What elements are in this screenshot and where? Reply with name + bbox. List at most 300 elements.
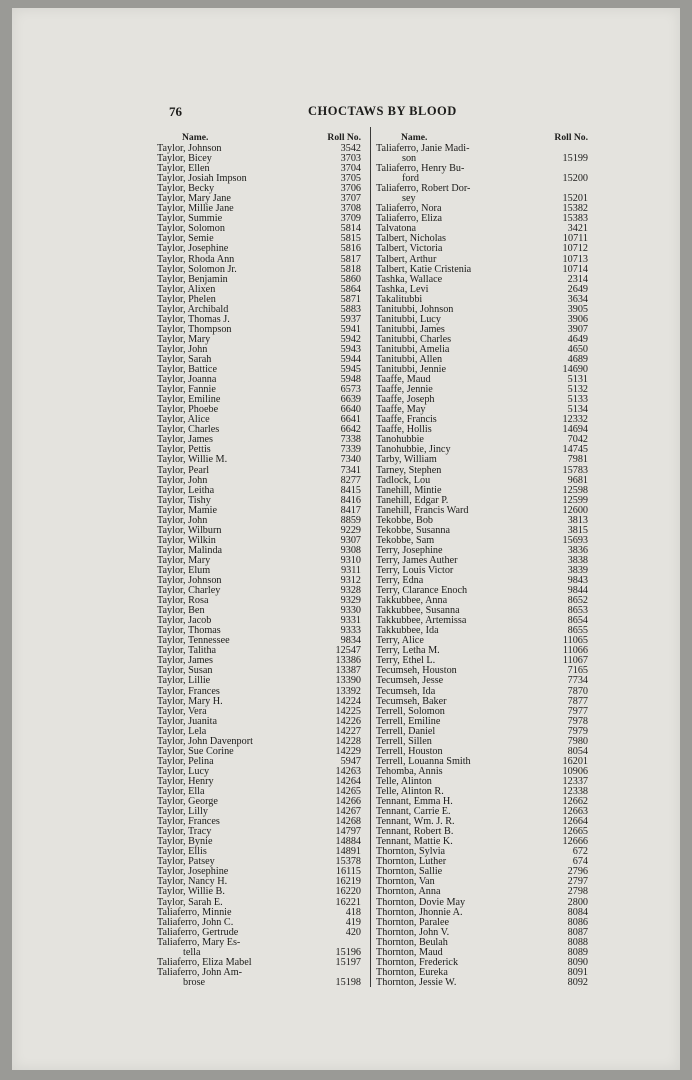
- entry-name: Tecumseh, Houston: [376, 665, 457, 677]
- entry-roll-number: 12600: [562, 504, 588, 516]
- entry-roll-number: 8416: [340, 494, 361, 506]
- entry-roll-number: 2649: [567, 283, 588, 295]
- roster-entry: [376, 887, 588, 897]
- entry-name: Thornton, Beulah: [376, 936, 448, 948]
- entry-roll-number: 11065: [562, 635, 588, 647]
- entry-roll-number: 11067: [562, 655, 588, 667]
- entry-roll-number: 5883: [340, 303, 361, 315]
- entry-roll-number: 8417: [340, 504, 361, 516]
- entry-name: Thornton, Jhonnie A.: [376, 906, 463, 918]
- entry-name: Thornton, Sylvia: [376, 846, 446, 858]
- entry-name: Tanitubbi, Lucy: [376, 313, 441, 325]
- entry-roll-number: 3707: [340, 193, 361, 205]
- entry-name: Taylor, Susan: [157, 665, 213, 677]
- entry-roll-number: 9307: [340, 534, 361, 546]
- entry-name: Taylor, Solomon: [157, 223, 225, 235]
- entry-name: Taylor, Mary Jane: [157, 193, 231, 205]
- entry-name: Taylor, Bynie: [157, 836, 213, 848]
- entry-name: Talbert, Victoria: [376, 243, 443, 255]
- entry-name: Thornton, John V.: [376, 926, 450, 938]
- entry-name: Telle, Alinton: [376, 775, 432, 787]
- entry-roll-number: 2797: [567, 876, 588, 888]
- entry-roll-number: 15201: [562, 193, 588, 205]
- entry-name: Taylor, Alixen: [157, 283, 216, 295]
- entry-name: Taylor, Pettis: [157, 444, 211, 456]
- entry-name: Thornton, Jessie W.: [376, 976, 457, 988]
- entry-name: Taylor, Willie M.: [157, 454, 228, 466]
- entry-name: Taylor, Josiah Impson: [157, 173, 247, 185]
- entry-roll-number: 7340: [340, 454, 361, 466]
- entry-roll-number: 14226: [335, 715, 361, 727]
- entry-roll-number: 4689: [567, 353, 588, 365]
- entry-roll-number: 14229: [335, 745, 361, 757]
- entry-name: Thornton, Anna: [376, 886, 441, 898]
- entry-name: Thornton, Maud: [376, 946, 443, 958]
- entry-name: Tanitubbi, Jennie: [376, 364, 447, 376]
- entry-name: Taylor, Thomas J.: [157, 313, 230, 325]
- entry-name: Taylor, John: [157, 474, 208, 486]
- entry-name: Taylor, Tracy: [157, 826, 212, 838]
- entry-roll-number: 12664: [562, 816, 588, 828]
- entry-roll-number: 14266: [335, 796, 361, 808]
- entry-roll-number: 5871: [340, 293, 361, 305]
- entry-name: Taylor, Archibald: [157, 303, 229, 315]
- entry-name: Terry, Louis Victor: [376, 564, 454, 576]
- entry-roll-number: 9834: [340, 635, 361, 647]
- entry-name: Taliaferro, John C.: [157, 916, 234, 928]
- entry-roll-number: 8653: [567, 605, 588, 617]
- entry-roll-number: 420: [345, 926, 361, 938]
- entry-name: Terry, Letha M.: [376, 645, 440, 657]
- roster-entry: [376, 244, 588, 254]
- entry-roll-number: 3905: [567, 303, 588, 315]
- entry-name: Takkubbee, Ida: [376, 625, 439, 637]
- entry-name: Taylor, Wilburn: [157, 524, 222, 536]
- entry-roll-number: 5948: [340, 374, 361, 386]
- entry-roll-number: 5944: [340, 353, 361, 365]
- entry-roll-number: 13386: [335, 655, 361, 667]
- entry-roll-number: 6639: [340, 394, 361, 406]
- entry-name: Terry, James Auther: [376, 554, 458, 566]
- entry-roll-number: 15383: [562, 213, 588, 225]
- entry-name: Thornton, Frederick: [376, 956, 459, 968]
- entry-roll-number: 9333: [340, 625, 361, 637]
- name-header: Name.: [182, 132, 209, 143]
- entry-roll-number: 14228: [335, 735, 361, 747]
- entry-name: Taylor, Benjamin: [157, 273, 228, 285]
- entry-name: Taaffe, Joseph: [376, 394, 435, 406]
- entry-roll-number: 12547: [335, 645, 361, 657]
- entry-name: Telle, Alinton R.: [376, 786, 444, 797]
- roster-entry: [376, 978, 588, 988]
- entry-roll-number: 8091: [567, 966, 588, 978]
- entry-roll-number: 8090: [567, 956, 588, 968]
- entry-name: Tarney, Stephen: [376, 464, 442, 476]
- entry-name: Terry, Alice: [376, 635, 424, 647]
- entry-roll-number: 16201: [562, 755, 588, 767]
- entry-roll-number: 6640: [340, 404, 361, 416]
- entry-roll-number: 9311: [341, 564, 361, 576]
- entry-name: Taylor, Johnson: [157, 143, 222, 154]
- entry-roll-number: 2798: [567, 886, 588, 898]
- roster-entry: [376, 455, 588, 465]
- entry-name: Taylor, Alice: [157, 414, 210, 426]
- entry-name: Tadlock, Lou: [376, 474, 431, 486]
- entry-roll-number: 9310: [340, 554, 361, 566]
- entry-name: Talbert, Nicholas: [376, 233, 447, 245]
- entry-roll-number: 7877: [567, 695, 588, 707]
- entry-name: Taylor, Josephine: [157, 243, 229, 255]
- entry-name: Taylor, Rhoda Ann: [157, 253, 235, 265]
- entry-name: Thornton, Dovie May: [376, 896, 466, 908]
- entry-name: Taylor, Vera: [157, 705, 207, 717]
- entry-roll-number: 14694: [562, 424, 588, 436]
- entry-roll-number: 14227: [335, 725, 361, 737]
- entry-roll-number: 5945: [340, 364, 361, 376]
- entry-roll-number: 14690: [562, 364, 588, 376]
- entry-roll-number: 3704: [340, 163, 361, 175]
- entry-roll-number: 9844: [567, 585, 588, 597]
- entry-roll-number: 5947: [340, 755, 361, 767]
- entry-name: Taylor, Phelen: [157, 293, 216, 305]
- entry-roll-number: 3542: [340, 143, 361, 154]
- entry-roll-number: 2800: [567, 896, 588, 908]
- entry-roll-number: 419: [345, 916, 361, 928]
- entry-roll-number: 14268: [335, 816, 361, 828]
- entry-roll-number: 5817: [340, 253, 361, 265]
- entry-roll-number: 418: [345, 906, 361, 918]
- entry-name: Tarby, William: [376, 454, 437, 466]
- entry-name: Taylor, Sue Corine: [157, 745, 234, 757]
- entry-name: Taliaferro, Minnie: [157, 906, 232, 918]
- entry-name: Taylor, Charley: [157, 585, 221, 597]
- entry-roll-number: 5864: [340, 283, 361, 295]
- entry-roll-number: 12666: [562, 836, 588, 848]
- entry-roll-number: 9308: [340, 544, 361, 556]
- entry-name: Taylor, Thomas: [157, 625, 221, 637]
- entry-name: brose: [183, 976, 206, 988]
- entry-roll-number: 14745: [562, 444, 588, 456]
- entry-name: Terry, Ethel L.: [376, 655, 436, 667]
- entry-name: Taylor, Battice: [157, 364, 217, 376]
- entry-name: Tanehill, Mintie: [376, 484, 442, 496]
- entry-name: Taylor, Charles: [157, 424, 220, 436]
- left-column: [157, 130, 361, 988]
- entry-name: Tecumseh, Ida: [376, 685, 436, 697]
- entry-roll-number: 15693: [562, 534, 588, 546]
- entry-name: Taylor, John: [157, 514, 208, 526]
- entry-roll-number: 14224: [335, 695, 361, 707]
- column-header: [157, 130, 361, 144]
- entry-name: Tennant, Carrie E.: [376, 806, 451, 818]
- entry-roll-number: 16220: [335, 886, 361, 898]
- entry-roll-number: 15199: [562, 153, 588, 165]
- entry-roll-number: 15378: [335, 856, 361, 868]
- entry-roll-number: 9329: [340, 595, 361, 607]
- entry-name: Tekobbe, Bob: [376, 514, 434, 526]
- entry-name: Taliaferro, Gertrude: [157, 926, 239, 938]
- entry-name: Taylor, Solomon Jr.: [157, 263, 237, 275]
- entry-roll-number: 10714: [562, 263, 588, 275]
- entry-name: Tanohubbie, Jincy: [376, 444, 451, 456]
- entry-name: Taaffe, Maud: [376, 374, 431, 386]
- entry-roll-number: 14884: [335, 836, 361, 848]
- entry-name: Thornton, Paralee: [376, 916, 449, 928]
- entry-roll-number: 3836: [567, 544, 588, 556]
- entry-name: Tennant, Mattie K.: [376, 836, 453, 848]
- entry-roll-number: 3815: [567, 524, 588, 536]
- entry-name: Taylor, Becky: [157, 183, 215, 195]
- entry-name: Taylor, Wilkin: [157, 534, 216, 546]
- entry-name: Taylor, Sarah E.: [157, 896, 223, 908]
- entry-roll-number: 5943: [340, 343, 361, 355]
- entry-roll-number: 5815: [340, 233, 361, 245]
- entry-roll-number: 7338: [340, 434, 361, 446]
- roll-header: Roll No.: [554, 132, 588, 143]
- entry-roll-number: 13387: [335, 665, 361, 677]
- entry-roll-number: 5818: [340, 263, 361, 275]
- entry-roll-number: 9681: [567, 474, 588, 486]
- entry-roll-number: 3705: [340, 173, 361, 185]
- entry-name: Thornton, Eureka: [376, 966, 448, 978]
- entry-roll-number: 8054: [567, 745, 588, 757]
- entry-roll-number: 5814: [340, 223, 361, 235]
- entry-roll-number: 7165: [567, 665, 588, 677]
- entry-roll-number: 9330: [340, 605, 361, 617]
- entry-name: Taylor, Josephine: [157, 866, 229, 878]
- entry-roll-number: 9312: [340, 575, 361, 587]
- entry-roll-number: 3907: [567, 323, 588, 335]
- entry-name: sey: [402, 193, 416, 205]
- entry-roll-number: 14225: [335, 705, 361, 717]
- entry-roll-number: 15196: [335, 946, 361, 958]
- entry-roll-number: 13392: [335, 685, 361, 697]
- entry-roll-number: 3703: [340, 153, 361, 165]
- entry-name: Terry, Clarance Enoch: [376, 585, 468, 597]
- roster-entry: [157, 978, 361, 988]
- entry-roll-number: 10712: [562, 243, 588, 255]
- entry-roll-number: 4649: [567, 333, 588, 345]
- entry-name: Tecumseh, Baker: [376, 695, 447, 707]
- entry-roll-number: 9328: [340, 585, 361, 597]
- entry-name: Taylor, Jacob: [157, 615, 212, 627]
- entry-name: Taylor, Summie: [157, 213, 223, 225]
- entry-roll-number: 11066: [562, 645, 588, 657]
- entry-roll-number: 10711: [562, 233, 588, 245]
- entry-roll-number: 3421: [567, 223, 588, 235]
- entry-name: Taylor, Leitha: [157, 484, 215, 496]
- entry-name: Talbert, Arthur: [376, 253, 437, 265]
- entry-name: tella: [183, 946, 201, 958]
- entry-roll-number: 16221: [335, 896, 361, 908]
- entry-roll-number: 5816: [340, 243, 361, 255]
- running-title: CHOCTAWS BY BLOOD: [308, 104, 457, 118]
- entry-name: Taylor, Tennessee: [157, 635, 230, 647]
- entry-name: Terry, Josephine: [376, 544, 443, 556]
- entry-roll-number: 14267: [335, 806, 361, 818]
- entry-name: Taaffe, Francis: [376, 414, 437, 426]
- entry-name: Taylor, Thompson: [157, 323, 232, 335]
- entry-name: Talbert, Katie Cristenia: [376, 263, 472, 275]
- entry-name: Tanehill, Francis Ward: [376, 504, 469, 516]
- entry-name: Taliaferro, Mary Es-: [157, 936, 241, 948]
- entry-name: Taylor, Nancy H.: [157, 876, 228, 888]
- entry-name: Tecumseh, Jesse: [376, 675, 444, 687]
- entry-roll-number: 12332: [562, 414, 588, 426]
- entry-name: Terrell, Houston: [376, 745, 443, 757]
- entry-roll-number: 5937: [340, 313, 361, 325]
- entry-name: Takalitubbi: [376, 293, 423, 305]
- entry-name: Taylor, Ben: [157, 605, 205, 617]
- entry-name: Taylor, Lilly: [157, 806, 208, 818]
- entry-name: Taylor, Mary H.: [157, 695, 223, 707]
- entry-roll-number: 7980: [567, 735, 588, 747]
- entry-name: Tanitubbi, Charles: [376, 333, 452, 345]
- entry-roll-number: 16115: [335, 866, 361, 878]
- column-header: [376, 130, 588, 144]
- entry-roll-number: 7978: [567, 715, 588, 727]
- entry-name: Taylor, Millie Jane: [157, 203, 234, 215]
- entry-roll-number: 2796: [567, 866, 588, 878]
- entry-roll-number: 7734: [567, 675, 588, 687]
- entry-roll-number: 8086: [567, 916, 588, 928]
- entry-roll-number: 9331: [340, 615, 361, 627]
- entry-name: Tanitubbi, Amelia: [376, 343, 450, 355]
- entry-roll-number: 8087: [567, 926, 588, 938]
- entry-roll-number: 6641: [340, 414, 361, 426]
- entry-roll-number: 16219: [335, 876, 361, 888]
- entry-roll-number: 8092: [567, 976, 588, 988]
- entry-name: Taaffe, Hollis: [376, 424, 432, 436]
- entry-roll-number: 7042: [567, 434, 588, 446]
- entry-roll-number: 12663: [562, 806, 588, 818]
- entry-name: Tennant, Wm. J. R.: [376, 816, 455, 828]
- entry-name: Taylor, Sarah: [157, 353, 212, 365]
- entry-roll-number: 7977: [567, 705, 588, 717]
- roster-entry: [157, 455, 361, 465]
- entry-roll-number: 3708: [340, 203, 361, 215]
- entry-roll-number: 8088: [567, 936, 588, 948]
- entry-name: Taliaferro, Nora: [376, 203, 442, 215]
- entry-name: Taylor, Johnson: [157, 575, 222, 587]
- entry-roll-number: 5134: [567, 404, 588, 416]
- entry-name: Tashka, Levi: [376, 283, 429, 295]
- entry-name: Terrell, Louanna Smith: [376, 755, 471, 767]
- entry-roll-number: 14265: [335, 786, 361, 797]
- entry-roll-number: 15200: [562, 173, 588, 185]
- entry-roll-number: 5131: [567, 374, 588, 386]
- roster-entry: [157, 887, 361, 897]
- entry-roll-number: 8415: [340, 484, 361, 496]
- entry-roll-number: 3906: [567, 313, 588, 325]
- entry-roll-number: 2314: [567, 273, 588, 285]
- entry-name: Taylor, Rosa: [157, 595, 209, 607]
- entry-roll-number: 9229: [340, 524, 361, 536]
- entry-name: Terrell, Emiline: [376, 715, 441, 727]
- entry-name: Terry, Edna: [376, 575, 424, 587]
- entry-name: Thornton, Luther: [376, 856, 447, 868]
- entry-name: Taylor, Lillie: [157, 675, 211, 687]
- entry-name: Thornton, Sallie: [376, 866, 443, 878]
- entry-name: Taylor, James: [157, 655, 214, 667]
- entry-roll-number: 13390: [335, 675, 361, 687]
- entry-name: Taylor, Mamie: [157, 504, 217, 516]
- entry-roll-number: 7341: [340, 464, 361, 476]
- entry-roll-number: 7870: [567, 685, 588, 697]
- entry-name: Taaffe, Jennie: [376, 384, 433, 396]
- entry-roll-number: 6573: [340, 384, 361, 396]
- entry-name: Takkubbee, Anna: [376, 595, 448, 607]
- entry-name: Taylor, Ellis: [157, 846, 207, 858]
- entry-roll-number: 3839: [567, 564, 588, 576]
- entry-name: ford: [402, 173, 419, 185]
- entry-roll-number: 8654: [567, 615, 588, 627]
- entry-name: Tekobbe, Susanna: [376, 524, 450, 536]
- entry-name: Taylor, Lucy: [157, 765, 210, 777]
- entry-name: Tashka, Wallace: [376, 273, 443, 285]
- entry-roll-number: 8084: [567, 906, 588, 918]
- entry-name: Taylor, Lela: [157, 725, 207, 737]
- entry-name: Tanitubbi, Johnson: [376, 303, 454, 315]
- roster-entry: [157, 244, 361, 254]
- entry-name: Talvatona: [376, 223, 417, 235]
- entry-roll-number: 10906: [562, 765, 588, 777]
- entry-roll-number: 4650: [567, 343, 588, 355]
- name-header: Name.: [401, 132, 428, 143]
- entry-roll-number: 14891: [335, 846, 361, 858]
- entry-name: Taylor, Ellen: [157, 163, 210, 175]
- entry-name: Taliaferro, Janie Madi-: [376, 143, 470, 154]
- entry-name: Taylor, Mary: [157, 554, 211, 566]
- entry-roll-number: 14264: [335, 775, 361, 787]
- entry-name: Taylor, John Davenport: [157, 735, 253, 747]
- entry-roll-number: 8859: [340, 514, 361, 526]
- entry-name: Taliaferro, Eliza: [376, 213, 443, 225]
- entry-roll-number: 7339: [340, 444, 361, 456]
- entry-name: Tehomba, Annis: [376, 765, 443, 777]
- page-number: 76: [169, 104, 182, 119]
- entry-name: Taylor, George: [157, 796, 218, 808]
- entry-name: Taylor, Pearl: [157, 464, 210, 476]
- entry-roll-number: 3709: [340, 213, 361, 225]
- entry-name: Taylor, Frances: [157, 685, 220, 697]
- entry-roll-number: 12598: [562, 484, 588, 496]
- entry-roll-number: 8089: [567, 946, 588, 958]
- entry-name: Taylor, Elum: [157, 564, 211, 576]
- entry-name: Takkubbee, Susanna: [376, 605, 460, 617]
- entry-roll-number: 5860: [340, 273, 361, 285]
- entry-name: Taylor, Ella: [157, 786, 205, 797]
- entry-name: Taaffe, May: [376, 404, 426, 416]
- entry-roll-number: 5133: [567, 394, 588, 406]
- entry-name: Taylor, John: [157, 343, 208, 355]
- entry-name: Taylor, Bicey: [157, 153, 212, 165]
- roll-header: Roll No.: [327, 132, 361, 143]
- entry-name: Taylor, Talitha: [157, 645, 217, 657]
- entry-name: Taliaferro, Henry Bu-: [376, 163, 465, 175]
- entry-name: Taylor, Tishy: [157, 494, 211, 506]
- entry-roll-number: 12665: [562, 826, 588, 838]
- entry-roll-number: 15783: [562, 464, 588, 476]
- entry-name: Taylor, Pelina: [157, 755, 214, 767]
- entry-name: Taylor, Fannie: [157, 384, 216, 396]
- entry-name: Taylor, Henry: [157, 775, 214, 787]
- entry-name: Taylor, Emiline: [157, 394, 221, 406]
- entry-roll-number: 3813: [567, 514, 588, 526]
- entry-roll-number: 672: [572, 846, 588, 858]
- entry-name: Tekobbe, Sam: [376, 534, 435, 546]
- entry-roll-number: 12599: [562, 494, 588, 506]
